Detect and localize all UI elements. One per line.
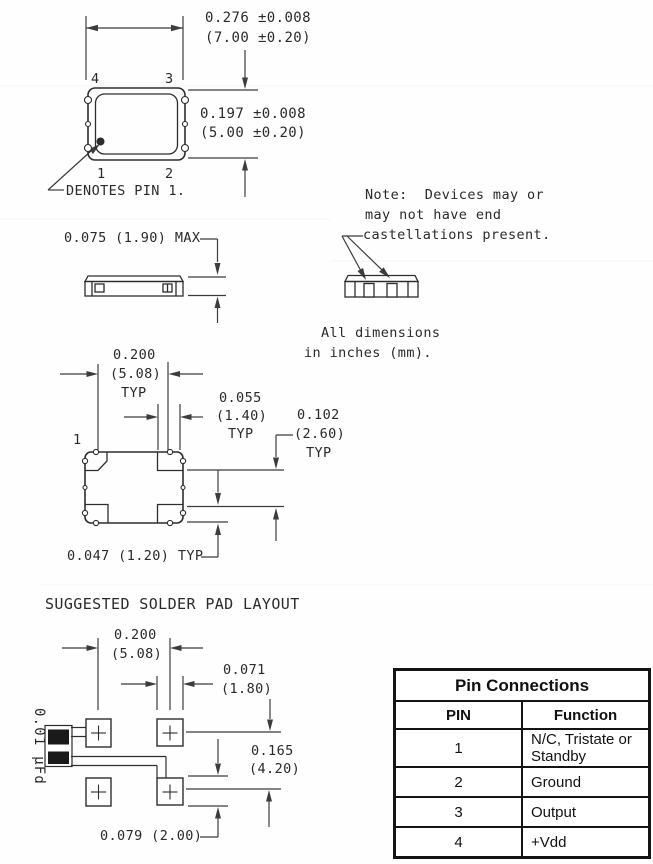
pin2-label: 2 (165, 166, 174, 182)
dim-pad-gap-typ: TYP (306, 445, 332, 461)
pin-function: Ground (522, 767, 650, 797)
castellation-note-line1: Note: Devices may or (365, 187, 545, 203)
table-row (395, 827, 650, 858)
dim-pad-width-mm: (1.40) (216, 408, 268, 424)
pin-function: N/C, Tristate or Standby (522, 729, 650, 767)
solder-pitch-mm: (5.08) (111, 646, 163, 662)
pin1-marker-dot (97, 138, 105, 146)
dim-body-height-inches: 0.197 ±0.008 (200, 106, 306, 122)
dim-pad-width-typ: TYP (228, 426, 254, 442)
table-row (395, 797, 650, 827)
solder-pad-width-inches: 0.071 (223, 662, 266, 678)
solder-pads (86, 719, 183, 806)
solder-pad-layout-title: SUGGESTED SOLDER PAD LAYOUT (45, 595, 300, 613)
dim-pad-pitch-typ: TYP (121, 385, 147, 401)
dim-pad-pitch-mm: (5.08) (110, 366, 162, 382)
dim-pad-width-inches: 0.055 (219, 390, 262, 406)
side-view-arrowheads (215, 263, 221, 308)
pin-function: Output (522, 797, 650, 827)
castellation-note-line2: may not have end (365, 207, 502, 223)
solder-bottom-dim: 0.079 (2.00) (100, 828, 203, 844)
units-note-line1: All dimensions (321, 325, 441, 341)
solder-pitch-inches: 0.200 (114, 627, 157, 643)
end-view-package-outline (345, 276, 418, 298)
pin-number: 1 (395, 729, 523, 767)
top-view-arrowheads (86, 25, 248, 171)
dim-body-width-mm: (7.00 ±0.20) (205, 30, 311, 46)
pin-function: +Vdd (522, 827, 650, 858)
capacitor-value-label: 0.01 µFd (31, 708, 47, 786)
bottom-view-pin1-label: 1 (73, 432, 82, 448)
pin-number: 2 (395, 767, 523, 797)
pin-table-title: Pin Connections (395, 670, 650, 702)
pin-table-header-pin: PIN (395, 701, 523, 729)
note-arrowheads (358, 267, 391, 280)
dim-body-height-mm: (5.00 ±0.20) (200, 125, 306, 141)
pin-number: 3 (395, 797, 523, 827)
table-row (395, 767, 650, 797)
bottom-view-package-outline (82, 449, 185, 525)
solder-pad-width-mm: (1.80) (221, 681, 273, 697)
dim-pad-height: 0.047 (1.20) TYP (67, 548, 204, 564)
castellation-note-line3: castellations present. (363, 227, 551, 243)
pin1-label: 1 (97, 166, 106, 182)
pin3-label: 3 (165, 71, 174, 87)
capacitor-terminal-top (48, 730, 69, 745)
side-view-package-outline (85, 276, 183, 296)
dim-max-height: 0.075 (1.90) MAX (64, 230, 201, 246)
side-view-dimension-lines (188, 239, 226, 323)
table-row (395, 729, 650, 767)
units-note-line2: in inches (mm). (304, 345, 432, 361)
top-view-package-outline (85, 88, 189, 160)
dim-pad-pitch-inches: 0.200 (113, 347, 156, 363)
pin-connections-table (393, 668, 651, 859)
pin-table-header-function: Function (522, 701, 650, 729)
denotes-pin1-note: DENOTES PIN 1. (66, 183, 186, 199)
capacitor-terminal-bottom (48, 752, 69, 765)
solder-vertical-inches: 0.165 (251, 743, 294, 759)
pin4-label: 4 (91, 71, 100, 87)
pin-number: 4 (395, 827, 523, 858)
dim-pad-gap-inches: 0.102 (297, 407, 340, 423)
solder-vertical-mm: (4.20) (249, 761, 301, 777)
dim-body-width-inches: 0.276 ±0.008 (205, 10, 311, 26)
dim-pad-gap-mm: (2.60) (294, 426, 346, 442)
